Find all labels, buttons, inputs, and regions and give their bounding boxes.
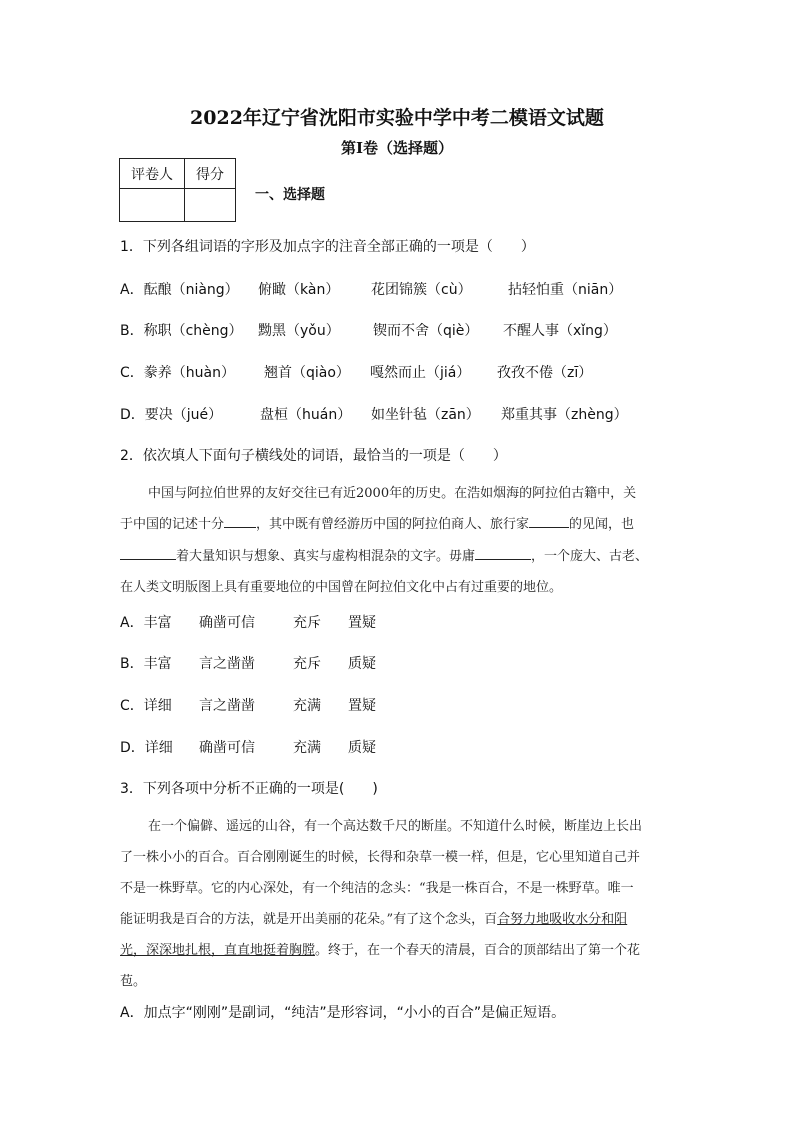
q2-c-item-4: 置疑: [348, 698, 376, 714]
q1-b-item-4: 不醒人事（xǐng）: [503, 323, 617, 339]
q3-option-a[interactable]: A．加点字“刚刚”是副词，“纯洁”是形容词，“小小的百合”是偏正短语。: [120, 1005, 566, 1021]
q2-blank-4: [475, 547, 531, 560]
q1-a-item-3: 花团锦簇（cù）: [371, 282, 472, 298]
q1-option-d[interactable]: [120, 404, 720, 422]
q2-d-item-4: 质疑: [348, 740, 376, 756]
q3-passage-line-1: 在一个偏僻、遥远的山谷，有一个高达数千尺的断崖。不知道什么时候，断崖边上长出: [148, 819, 643, 834]
q3-passage-text: 能证明我是百合的方法，就是开出美丽的花朵。”有了这个念头，百: [120, 912, 498, 927]
q1-a-item-2: 俯瞰（kàn）: [258, 282, 340, 298]
q1-a-item-4: 拈轻怕重（niān）: [508, 282, 623, 298]
q3-passage-line-2: 了一株小小的百合。百合刚刚诞生的时候，长得和杂草一模一样，但是，它心里知道自己并: [120, 850, 641, 865]
q2-passage-text: 的见闻，也: [569, 517, 635, 532]
q3-underlined-text: 合努力地吸收水分和阳: [497, 912, 628, 927]
section-heading: 一、选择题: [255, 187, 325, 203]
score-table-score-header: 得分: [185, 159, 236, 189]
q2-d-item-1: D．详细: [120, 740, 173, 756]
q2-b-item-3: 充斥: [293, 656, 321, 672]
q1-d-item-4: 郑重其事（zhèng）: [501, 407, 628, 423]
score-table-grader-cell: [120, 189, 185, 222]
q2-c-item-1: C．详细: [120, 698, 172, 714]
q2-b-item-1: B．丰富: [120, 656, 172, 672]
q2-passage-text: ，其中既有曾经游历中国的阿拉伯商人、旅行家: [256, 517, 530, 532]
score-table: [119, 158, 236, 222]
q2-b-item-4: 质疑: [348, 656, 376, 672]
q2-a-item-3: 充斥: [293, 615, 321, 631]
q1-b-item-2: 黝黑（yǒu）: [258, 323, 340, 339]
q2-passage-text: ，一个庞大、古老、: [531, 549, 649, 564]
q1-option-b[interactable]: [120, 320, 720, 338]
q2-c-item-3: 充满: [293, 698, 321, 714]
score-table-score-cell: [185, 189, 236, 222]
q2-option-a[interactable]: [120, 612, 520, 630]
q3-passage-line-5: [120, 939, 640, 958]
score-table-grader-header: 评卷人: [120, 159, 185, 189]
q1-option-c[interactable]: [120, 362, 720, 380]
q1-c-item-4: 孜孜不倦（zī）: [497, 365, 593, 381]
q2-passage-line-4: 在人类文明版图上具有重要地位的中国曾在阿拉伯文化中占有过重要的地位。: [120, 580, 563, 595]
q2-option-b[interactable]: [120, 653, 520, 671]
q2-option-d[interactable]: [120, 737, 520, 755]
q1-b-item-3: 锲而不舍（qiè）: [373, 323, 479, 339]
q1-stem: 1．下列各组词语的字形及加点字的注音全部正确的一项是（ ）: [120, 239, 535, 255]
q3-passage-line-6: 苞。: [120, 974, 147, 989]
q2-passage-text: 于中国的记述十分: [120, 517, 225, 532]
q2-passage-text: 着大量知识与想象、真实与虚构相混杂的文字。毋庸: [176, 549, 476, 564]
q2-b-item-2: 言之凿凿: [199, 656, 255, 672]
q2-passage-line-3: [120, 545, 648, 564]
doc-subtitle: 第I卷（选择题）: [340, 139, 454, 157]
q1-c-item-3: 嘎然而止（jiá）: [370, 365, 471, 381]
q2-option-c[interactable]: [120, 695, 520, 713]
q2-c-item-2: 言之凿凿: [199, 698, 255, 714]
q3-passage-text: 。终于，在一个春天的清晨，百合的顶部结出了第一个花: [315, 943, 641, 958]
q2-passage-line-1: 中国与阿拉伯世界的友好交往已有近2000年的历史。在浩如烟海的阿拉伯古籍中，关: [148, 486, 637, 501]
q2-stem: 2．依次填人下面句子横线处的词语，最恰当的一项是（ ）: [120, 448, 507, 464]
q1-option-a[interactable]: [120, 279, 720, 297]
q1-d-item-3: 如坐针毡（zān）: [371, 407, 480, 423]
q1-d-item-2: 盘桓（huán）: [260, 407, 352, 423]
q2-a-item-1: A．丰富: [120, 615, 172, 631]
q1-c-item-2: 翘首（qiào）: [264, 365, 350, 381]
q2-blank-2: [529, 515, 569, 528]
q2-passage-line-2: [120, 513, 634, 532]
q1-d-item-1: D．要决（jué）: [120, 407, 223, 423]
q2-d-item-3: 充满: [293, 740, 321, 756]
q2-blank-3: [120, 547, 176, 560]
q2-blank-1: [224, 515, 256, 528]
q3-stem: 3．下列各项中分析不正确的一项是( ): [120, 781, 378, 797]
q1-a-item-1: A．酝酿（niàng）: [120, 282, 239, 298]
q3-passage-line-3: 不是一株野草。它的内心深处，有一个纯洁的念头：“我是一株百合，不是一株野草。唯一: [120, 881, 634, 896]
q2-a-item-2: 确凿可信: [199, 615, 255, 631]
q3-underlined-text: 光，深深地扎根，直直地挺着胸膛: [120, 943, 316, 958]
q2-a-item-4: 置疑: [348, 615, 376, 631]
doc-title: 2022年辽宁省沈阳市实验中学中考二模语文试题: [190, 107, 604, 129]
q1-b-item-1: B．称职（chèng）: [120, 323, 243, 339]
q1-c-item-1: C．豢养（huàn）: [120, 365, 235, 381]
q2-d-item-2: 确凿可信: [199, 740, 255, 756]
q3-passage-line-4: [120, 908, 627, 927]
